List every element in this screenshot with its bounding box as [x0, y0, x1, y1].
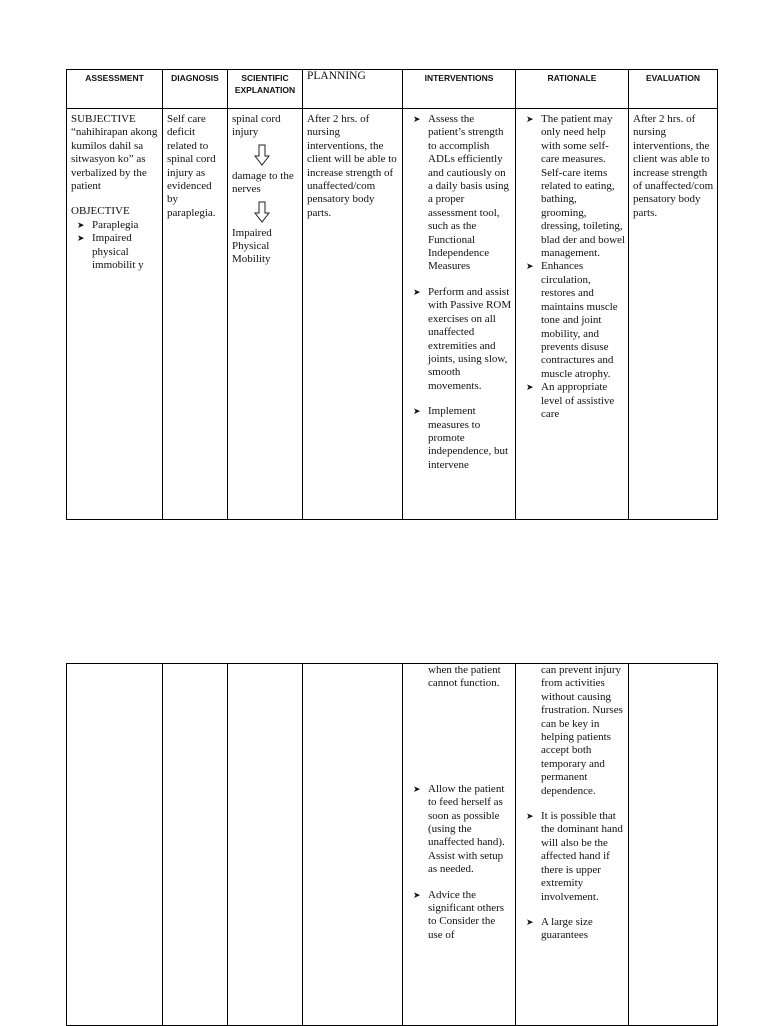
header-rationale: RATIONALE: [516, 70, 629, 109]
interventions-cell: [403, 664, 516, 1026]
list-item: ➤ Assess the patient’s strength to accomplish ADLs efficiently and cautiously on a daily basis using a proper assessment tool, such as the Functional Independence Measures: [413, 113, 509, 273]
list-item: ➤ Allow the patient to feed herself as soon as possible (using the unaffected hand). Assist with setup as needed.: [413, 782, 505, 876]
header-interventions: INTERVENTIONS: [403, 70, 516, 109]
explanation-step-2: damage to the nerves: [232, 169, 294, 196]
planning-text: After 2 hrs. of nursing interventions, the client will be able to increase strength of unaffected/com pensatory body parts.: [307, 113, 397, 219]
evaluation-cell: [629, 109, 718, 520]
diagnosis-cell: [163, 664, 228, 1026]
rationale-cell: [516, 664, 629, 1026]
list-item: ➤ The patient may only need help with some self-care measures. Self-care items related to eating, bathing, grooming, dressing, toileting, blad der and bowel management.: [526, 113, 625, 260]
arrow-bullet-icon: ➤: [413, 783, 421, 794]
objective-list: [77, 219, 159, 273]
planning-cell: [303, 664, 403, 1026]
list-item: ➤ A large size guarantees: [526, 915, 593, 942]
interventions-continued-text: when the patient cannot function.: [428, 664, 501, 690]
header-assessment: ASSESSMENT: [67, 70, 163, 109]
arrow-bullet-icon: ➤: [526, 114, 534, 124]
list-item: ➤ Perform and assist with Passive ROM exercises on all unaffected extremities and joints, using slow, smooth movements.: [413, 285, 512, 392]
header-diagnosis: DIAGNOSIS: [163, 70, 228, 109]
assessment-cell: [67, 664, 163, 1026]
arrow-bullet-icon: ➤: [77, 219, 85, 230]
subjective-text: “nahihirapan akong kumilos dahil sa sitwasyon ko” as verbalized by the patient: [71, 126, 158, 193]
list-item: ➤ Impaired physical immobilit y: [77, 232, 144, 272]
explanation-step-1: spinal cord injury: [232, 113, 281, 139]
arrow-bullet-icon: ➤: [413, 406, 421, 417]
list-item: ➤ An appropriate level of assistive care: [526, 381, 615, 420]
arrow-bullet-icon: ➤: [413, 286, 421, 297]
care-plan-table-page-1: [66, 69, 718, 520]
planning-cell: [303, 109, 403, 520]
list-item: ➤ Enhances circulation, restores and maintains muscle tone and joint mobility, and prevents disuse contractures and muscle atrophy.: [526, 260, 618, 380]
arrow-bullet-icon: ➤: [77, 233, 85, 244]
list-item: ➤ It is possible that the dominant hand will also be the affected hand if there is upper extremity involvement.: [526, 810, 623, 903]
arrow-bullet-icon: ➤: [413, 114, 421, 124]
rationale-list: [526, 113, 625, 421]
diagnosis-text: Self care deficit related to spinal cord injury as evidenced by paraplegia.: [167, 113, 216, 219]
list-item: ➤ Implement measures to promote independence, but intervene: [413, 405, 509, 471]
subjective-label: SUBJECTIVE: [71, 113, 136, 125]
header-planning: PLANNING: [303, 70, 403, 109]
rationale-continued-text: can prevent injury from activities without causing frustration. Nurses can be key in helping patients accept both temporary and permanent dependence.: [541, 664, 623, 797]
header-evaluation: EVALUATION: [629, 70, 718, 109]
header-row: [67, 70, 718, 109]
explanation-step-3: Impaired Physical Mobility: [232, 226, 272, 266]
content-row: [67, 109, 718, 520]
scientific-explanation-cell: [228, 109, 303, 520]
arrow-bullet-icon: ➤: [526, 811, 534, 822]
evaluation-text: After 2 hrs. of nursing interventions, the client was able to increase strength of unaffected/com pensatory body parts.: [633, 113, 714, 219]
care-plan-table-page-2: [66, 663, 718, 1026]
interventions-cell: [403, 109, 516, 520]
content-row: [67, 664, 718, 1026]
interventions-list: [413, 783, 512, 942]
diagnosis-cell: [163, 109, 228, 520]
list-item: ➤ Paraplegia: [77, 218, 139, 231]
scientific-explanation-cell: [228, 664, 303, 1026]
rationale-cell: [516, 109, 629, 520]
evaluation-cell: [629, 664, 718, 1026]
rationale-list: [526, 810, 625, 943]
header-scientific-explanation: SCIENTIFIC EXPLANATION: [228, 70, 303, 109]
arrow-bullet-icon: ➤: [526, 916, 534, 927]
objective-label: OBJECTIVE: [71, 205, 130, 218]
down-arrow-icon: [252, 144, 272, 166]
list-item: ➤ Advice the significant others to Consider the use of: [413, 888, 505, 941]
arrow-bullet-icon: ➤: [526, 382, 534, 393]
assessment-cell: [67, 109, 163, 520]
arrow-bullet-icon: ➤: [526, 261, 534, 272]
interventions-list: [413, 113, 512, 472]
arrow-bullet-icon: ➤: [413, 889, 421, 900]
down-arrow-icon: [252, 201, 272, 223]
